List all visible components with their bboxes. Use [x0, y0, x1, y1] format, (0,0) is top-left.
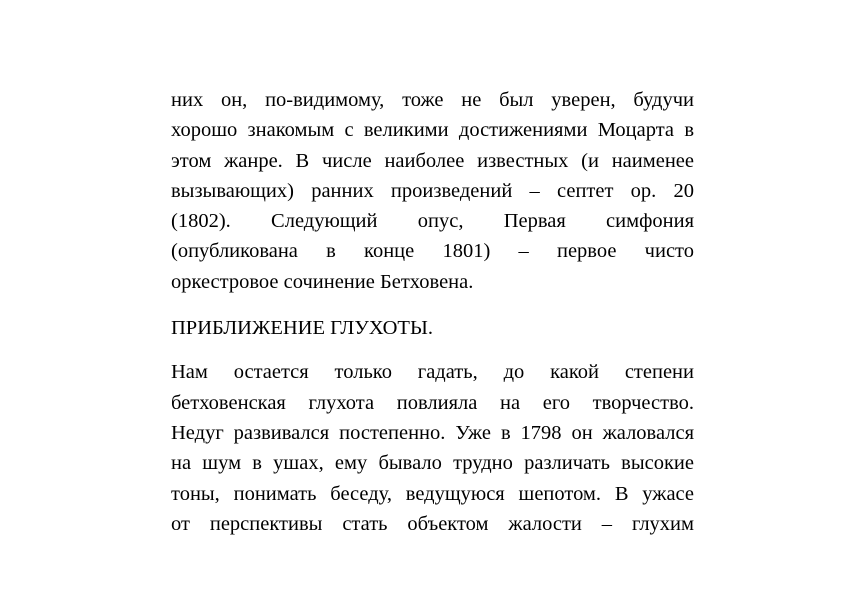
- section-heading: ПРИБЛИЖЕНИЕ ГЛУХОТЫ.: [171, 317, 433, 340]
- text-line: Нам остается только гадать, до какой степени: [171, 361, 694, 384]
- text-line: от перспективы стать объектом жалости – глухим: [171, 512, 694, 535]
- text-line: этом жанре. В числе наиболее известных (и наименее: [171, 149, 694, 172]
- text-line: хорошо знакомым с великими достижениями Моцарта в: [171, 119, 694, 142]
- text-line: вызывающих) ранних произведений – септет ор. 20: [171, 179, 694, 202]
- text-line: Недуг развивался постепенно. Уже в 1798 он жаловался: [171, 421, 694, 444]
- text-line: бетховенская глухота повлияла на его творчество.: [171, 391, 694, 414]
- paragraph-deafness: [171, 357, 694, 539]
- text-line: (1802). Следующий опус, Первая симфония: [171, 210, 694, 233]
- text-line: (опубликована в конце 1801) – первое чисто: [171, 240, 694, 263]
- document-page: [171, 85, 694, 539]
- text-line: тоны, понимать беседу, ведущуюся шепотом. В ужасе: [171, 482, 694, 505]
- text-line: на шум в ушах, ему бывало трудно различать высокие: [171, 452, 694, 475]
- paragraph-continuation: [171, 85, 694, 297]
- text-line: них он, по-видимому, тоже не был уверен, будучи: [171, 89, 694, 111]
- text-line: оркестровое сочинение Бетховена.: [171, 270, 474, 293]
